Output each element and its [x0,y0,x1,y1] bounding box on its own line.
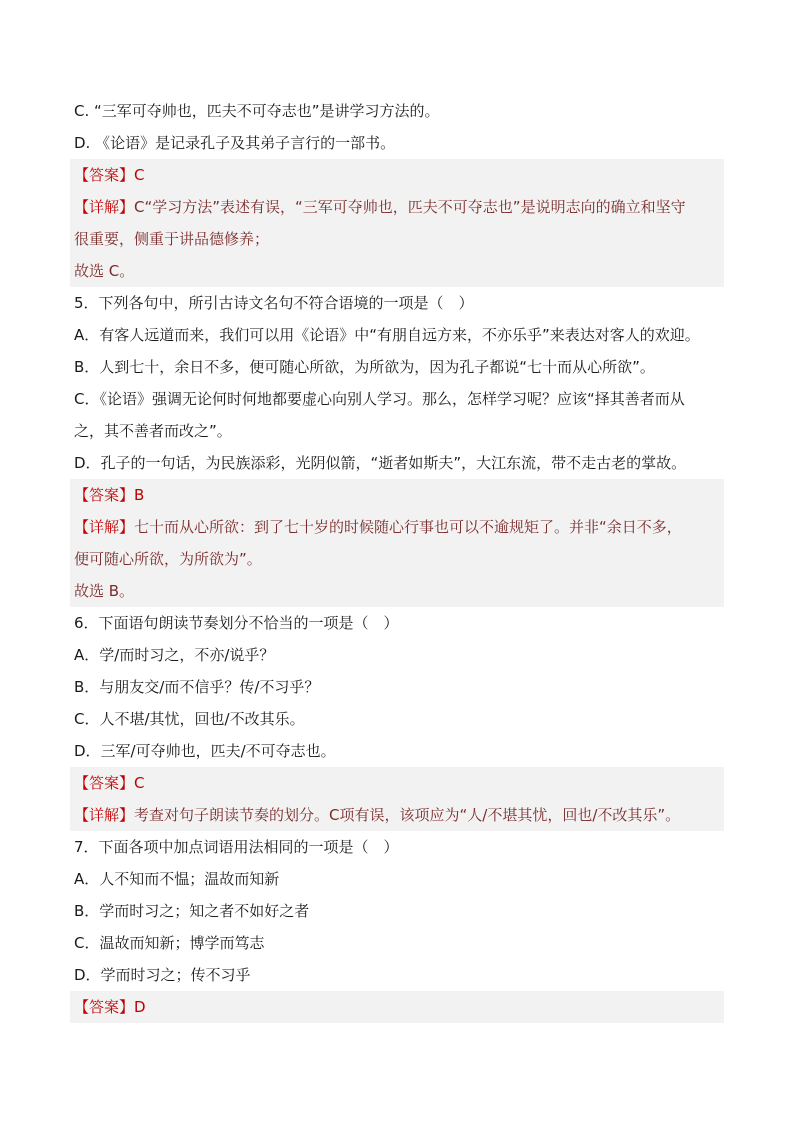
q6-answer [70,767,724,799]
answer-value: C [134,166,145,184]
q5-option-d: D．孔子的一句话，为民族添彩，光阴似箭，“逝者如斯夫”，大江东流，带不走古老的掌故。 [74,454,687,472]
q4-detail-line-2: 很重要，侧重于讲品德修养； [70,223,724,255]
answer-label: 【答案】 [74,998,135,1016]
answer-label: 【答案】 [74,166,135,184]
q5-option-c-line-2: 之，其不善者而改之”。 [74,422,232,440]
q5-option-c-line-1: C．《论语》强调无论何时何地都要虚心向别人学习。那么，怎样学习呢？应该“择其善者而从 [74,390,685,408]
q4-option-d: D. 《论语》是记录孔子及其弟子言行的一部书。 [74,134,396,152]
detail-text: 考查对句子朗读节奏的划分。C项有误，该项应为“人/不堪其忧，回也/不改其乐”。 [134,806,681,824]
q6-option-d: D．三军/可夺帅也，匹夫/不可夺志也。 [74,742,336,760]
q5-option-a: A．有客人远道而来，我们可以用《论语》中“有朋自远方来，不亦乐乎”来表达对客人的欢迎。 [74,326,700,344]
detail-label: 【详解】 [74,806,135,824]
answer-value: B [134,486,145,504]
document-page [70,95,724,1023]
answer-value: C [134,774,145,792]
answer-label: 【答案】 [74,774,135,792]
q7-option-b: B．学而时习之；知之者不如好之者 [74,902,310,920]
q6-stem: 6．下面语句朗读节奏划分不恰当的一项是（ ） [74,614,399,632]
answer-value: D [134,998,146,1016]
answer-label: 【答案】 [74,486,135,504]
q5-stem: 5．下列各句中，所引古诗文名句不符合语境的一项是（ ） [74,294,474,312]
q5-answer [70,479,724,511]
detail-text: C“学习方法”表述有误，“三军可夺帅也，匹夫不可夺志也”是说明志向的确立和坚守 [134,198,686,216]
q6-option-b: B．与朋友交/而不信乎？传/不习乎？ [74,678,320,696]
q7-option-d: D．学而时习之；传不习乎 [74,966,251,984]
q6-detail [70,799,724,831]
detail-text: 七十而从心所欲：到了七十岁的时候随心行事也可以不逾规矩了。并非“余日不多， [134,518,682,536]
q5-choose: 故选 B。 [70,575,724,607]
q4-answer [70,159,724,191]
q4-detail-line-1 [70,191,724,223]
detail-label: 【详解】 [74,198,135,216]
q6-option-a: A．学/而时习之，不亦/说乎？ [74,646,275,664]
q7-option-a: A．人不知而不愠；温故而知新 [74,870,280,888]
detail-label: 【详解】 [74,518,135,536]
q5-detail-line-2: 便可随心所欲，为所欲为”。 [70,543,724,575]
q5-detail-line-1 [70,511,724,543]
q7-answer [70,991,724,1023]
q4-option-c: C. “三军可夺帅也，匹夫不可夺志也”是讲学习方法的。 [74,102,440,120]
q7-option-c: C．温故而知新；博学而笃志 [74,934,265,952]
q5-option-b: B．人到七十，余日不多，便可随心所欲，为所欲为，因为孔子都说“七十而从心所欲”。 [74,358,655,376]
q4-choose: 故选 C。 [70,255,724,287]
q7-stem: 7．下面各项中加点词语用法相同的一项是（ ） [74,838,399,856]
q6-option-c: C．人不堪/其忧，回也/不改其乐。 [74,710,305,728]
